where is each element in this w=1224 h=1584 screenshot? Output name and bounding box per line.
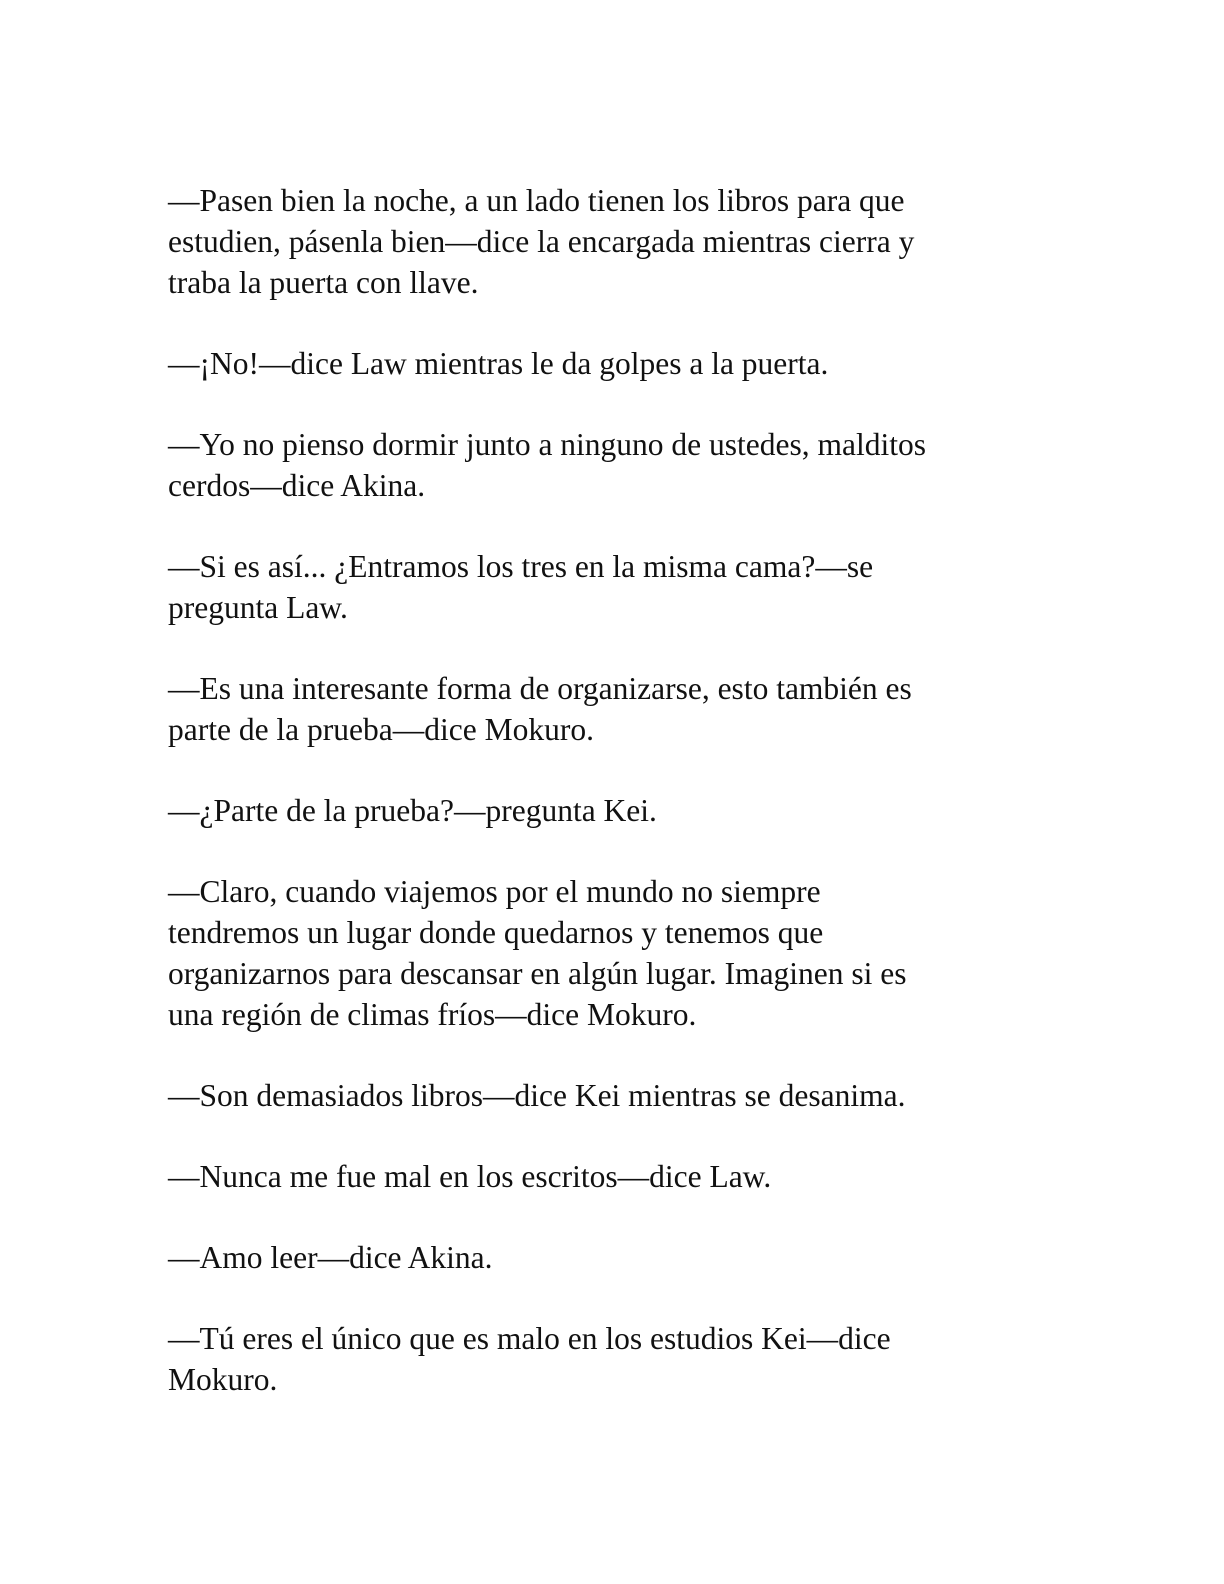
paragraph: —Son demasiados libros—dice Kei mientras se desanima. <box>168 1078 906 1113</box>
paragraph: —Tú eres el único que es malo en los estudios Kei—dice Mokuro. <box>168 1321 891 1397</box>
paragraph: —Si es así... ¿Entramos los tres en la misma cama?—se pregunta Law. <box>168 549 874 625</box>
paragraph: —Amo leer—dice Akina. <box>168 1240 493 1275</box>
paragraph: —Es una interesante forma de organizarse, esto también es parte de la prueba—dice Mokuro. <box>168 671 912 747</box>
paragraph: —¿Parte de la prueba?—pregunta Kei. <box>168 793 657 828</box>
document-page <box>168 180 1048 1440</box>
paragraph: —¡No!—dice Law mientras le da golpes a la puerta. <box>168 346 829 381</box>
paragraph: —Yo no pienso dormir junto a ninguno de ustedes, malditos cerdos—dice Akina. <box>168 427 927 503</box>
paragraph: —Nunca me fue mal en los escritos—dice Law. <box>168 1159 772 1194</box>
paragraph: —Pasen bien la noche, a un lado tienen los libros para que estudien, pásenla bien—dice la encargada mientras cierra y traba la puerta con llave. <box>168 183 915 300</box>
paragraph: —Claro, cuando viajemos por el mundo no siempre tendremos un lugar donde quedarnos y tenemos que organizarnos para descansar en algún lugar. Imaginen si es una región de climas fríos—dice Mokuro. <box>168 874 907 1032</box>
